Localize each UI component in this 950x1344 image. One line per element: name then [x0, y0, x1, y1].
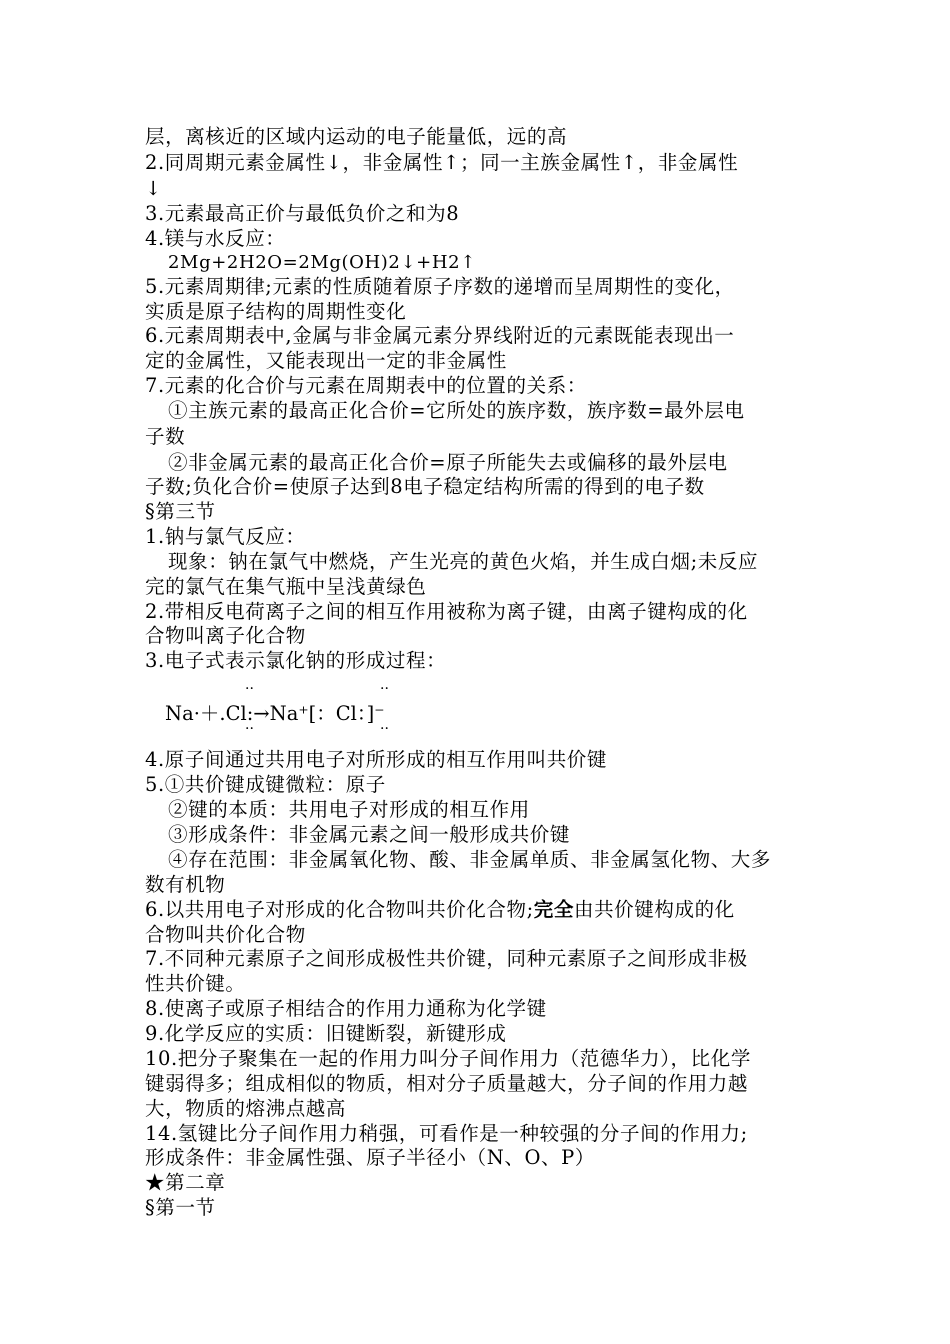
text-line: 5.元素周期律;元素的性质随着原子序数的递增而呈周期性的变化， — [145, 275, 735, 298]
text-line: 实质是原子结构的周期性变化 — [145, 300, 407, 323]
chapter-heading: ★第二章 — [145, 1171, 226, 1194]
text-line: 7.不同种元素原子之间形成极性共价键，同种元素原子之间形成非极 — [145, 947, 748, 970]
text-line: 形成条件：非金属性强、原子半径小（N、O、P） — [145, 1146, 595, 1169]
section-heading: §第三节 — [145, 500, 216, 523]
text-line: 8.使离子或原子相结合的作用力通称为化学键 — [145, 997, 547, 1020]
text-line: 子数;负化合价=使原子达到8电子稳定结构所需的得到的电子数 — [145, 475, 705, 498]
text-line: 1.钠与氯气反应： — [145, 525, 306, 548]
text-line: ↓ — [145, 177, 162, 200]
formula-text: Na·＋.Cl:→Na⁺[：Cl：]⁻ — [165, 702, 385, 725]
section-heading: §第一节 — [145, 1196, 216, 1219]
text-line: 7.元素的化合价与元素在周期表中的位置的关系： — [145, 374, 587, 397]
text-line: 现象：钠在氯气中燃烧，产生光亮的黄色火焰，并生成白烟;未反应 — [168, 550, 759, 573]
text-line: ①主族元素的最高正化合价=它所处的族序数，族序数=最外层电 — [168, 399, 745, 422]
text-segment: 6.以共用电子对形成的化合物叫共价化合物; — [145, 898, 534, 921]
equation-mg-water: 2Mg+2H2O=2Mg(OH)2↓+H2↑ — [168, 252, 476, 273]
text-line: 4.原子间通过共用电子对所形成的相互作用叫共价键 — [145, 748, 608, 771]
electron-dots: ·· — [245, 681, 254, 697]
text-line: 3.电子式表示氯化钠的形成过程： — [145, 649, 447, 672]
text-line: 定的金属性，又能表现出一定的非金属性 — [145, 349, 507, 372]
electron-dots: ·· — [245, 721, 254, 737]
text-line: 大，物质的熔沸点越高 — [145, 1097, 347, 1120]
text-line: 9.化学反应的实质：旧键断裂，新键形成 — [145, 1022, 507, 1045]
text-line: 10.把分子聚集在一起的作用力叫分子间作用力（范德华力），比化学 — [145, 1047, 751, 1070]
text-line: 完的氯气在集气瓶中呈浅黄绿色 — [145, 575, 427, 598]
text-line: 3.元素最高正价与最低负价之和为8 — [145, 202, 460, 225]
text-line: 数有机物 — [145, 873, 226, 896]
text-line: 键弱得多；组成相似的物质，相对分子质量越大，分子间的作用力越 — [145, 1072, 749, 1095]
electron-formula-nacl — [165, 682, 485, 738]
text-line: 2.带相反电荷离子之间的相互作用被称为离子键，由离子键构成的化 — [145, 600, 748, 623]
text-line: 层，离核近的区域内运动的电子能量低，远的高 — [145, 125, 568, 148]
text-line: 子数 — [145, 425, 186, 448]
text-line: ②非金属元素的最高正化合价=原子所能失去或偏移的最外层电 — [168, 451, 728, 474]
text-line: 合物叫共价化合物 — [145, 923, 306, 946]
text-line: 合物叫离子化合物 — [145, 624, 306, 647]
text-line: 5.①共价键成键微粒：原子 — [145, 773, 386, 796]
text-line: 6.元素周期表中,金属与非金属元素分界线附近的元素既能表现出一 — [145, 324, 735, 347]
text-line: 4.镁与水反应： — [145, 227, 286, 250]
text-line-with-bold — [145, 897, 735, 923]
text-line: 14.氢键比分子间作用力稍强，可看作是一种较强的分子间的作用力; — [145, 1122, 748, 1145]
bold-word: 完全 — [533, 898, 574, 921]
text-line: ③形成条件：非金属元素之间一般形成共价键 — [168, 823, 571, 846]
text-line: ④存在范围：非金属氧化物、酸、非金属单质、非金属氢化物、大多 — [168, 848, 772, 871]
electron-dots: ·· — [380, 721, 389, 737]
text-segment: 由共价键构成的化 — [573, 898, 735, 921]
text-line: ②键的本质：共用电子对形成的相互作用 — [168, 798, 530, 821]
text-line: 2.同周期元素金属性↓，非金属性↑；同一主族金属性↑，非金属性 — [145, 151, 739, 174]
text-line: 性共价键。 — [145, 972, 246, 995]
electron-dots: ·· — [380, 681, 389, 697]
